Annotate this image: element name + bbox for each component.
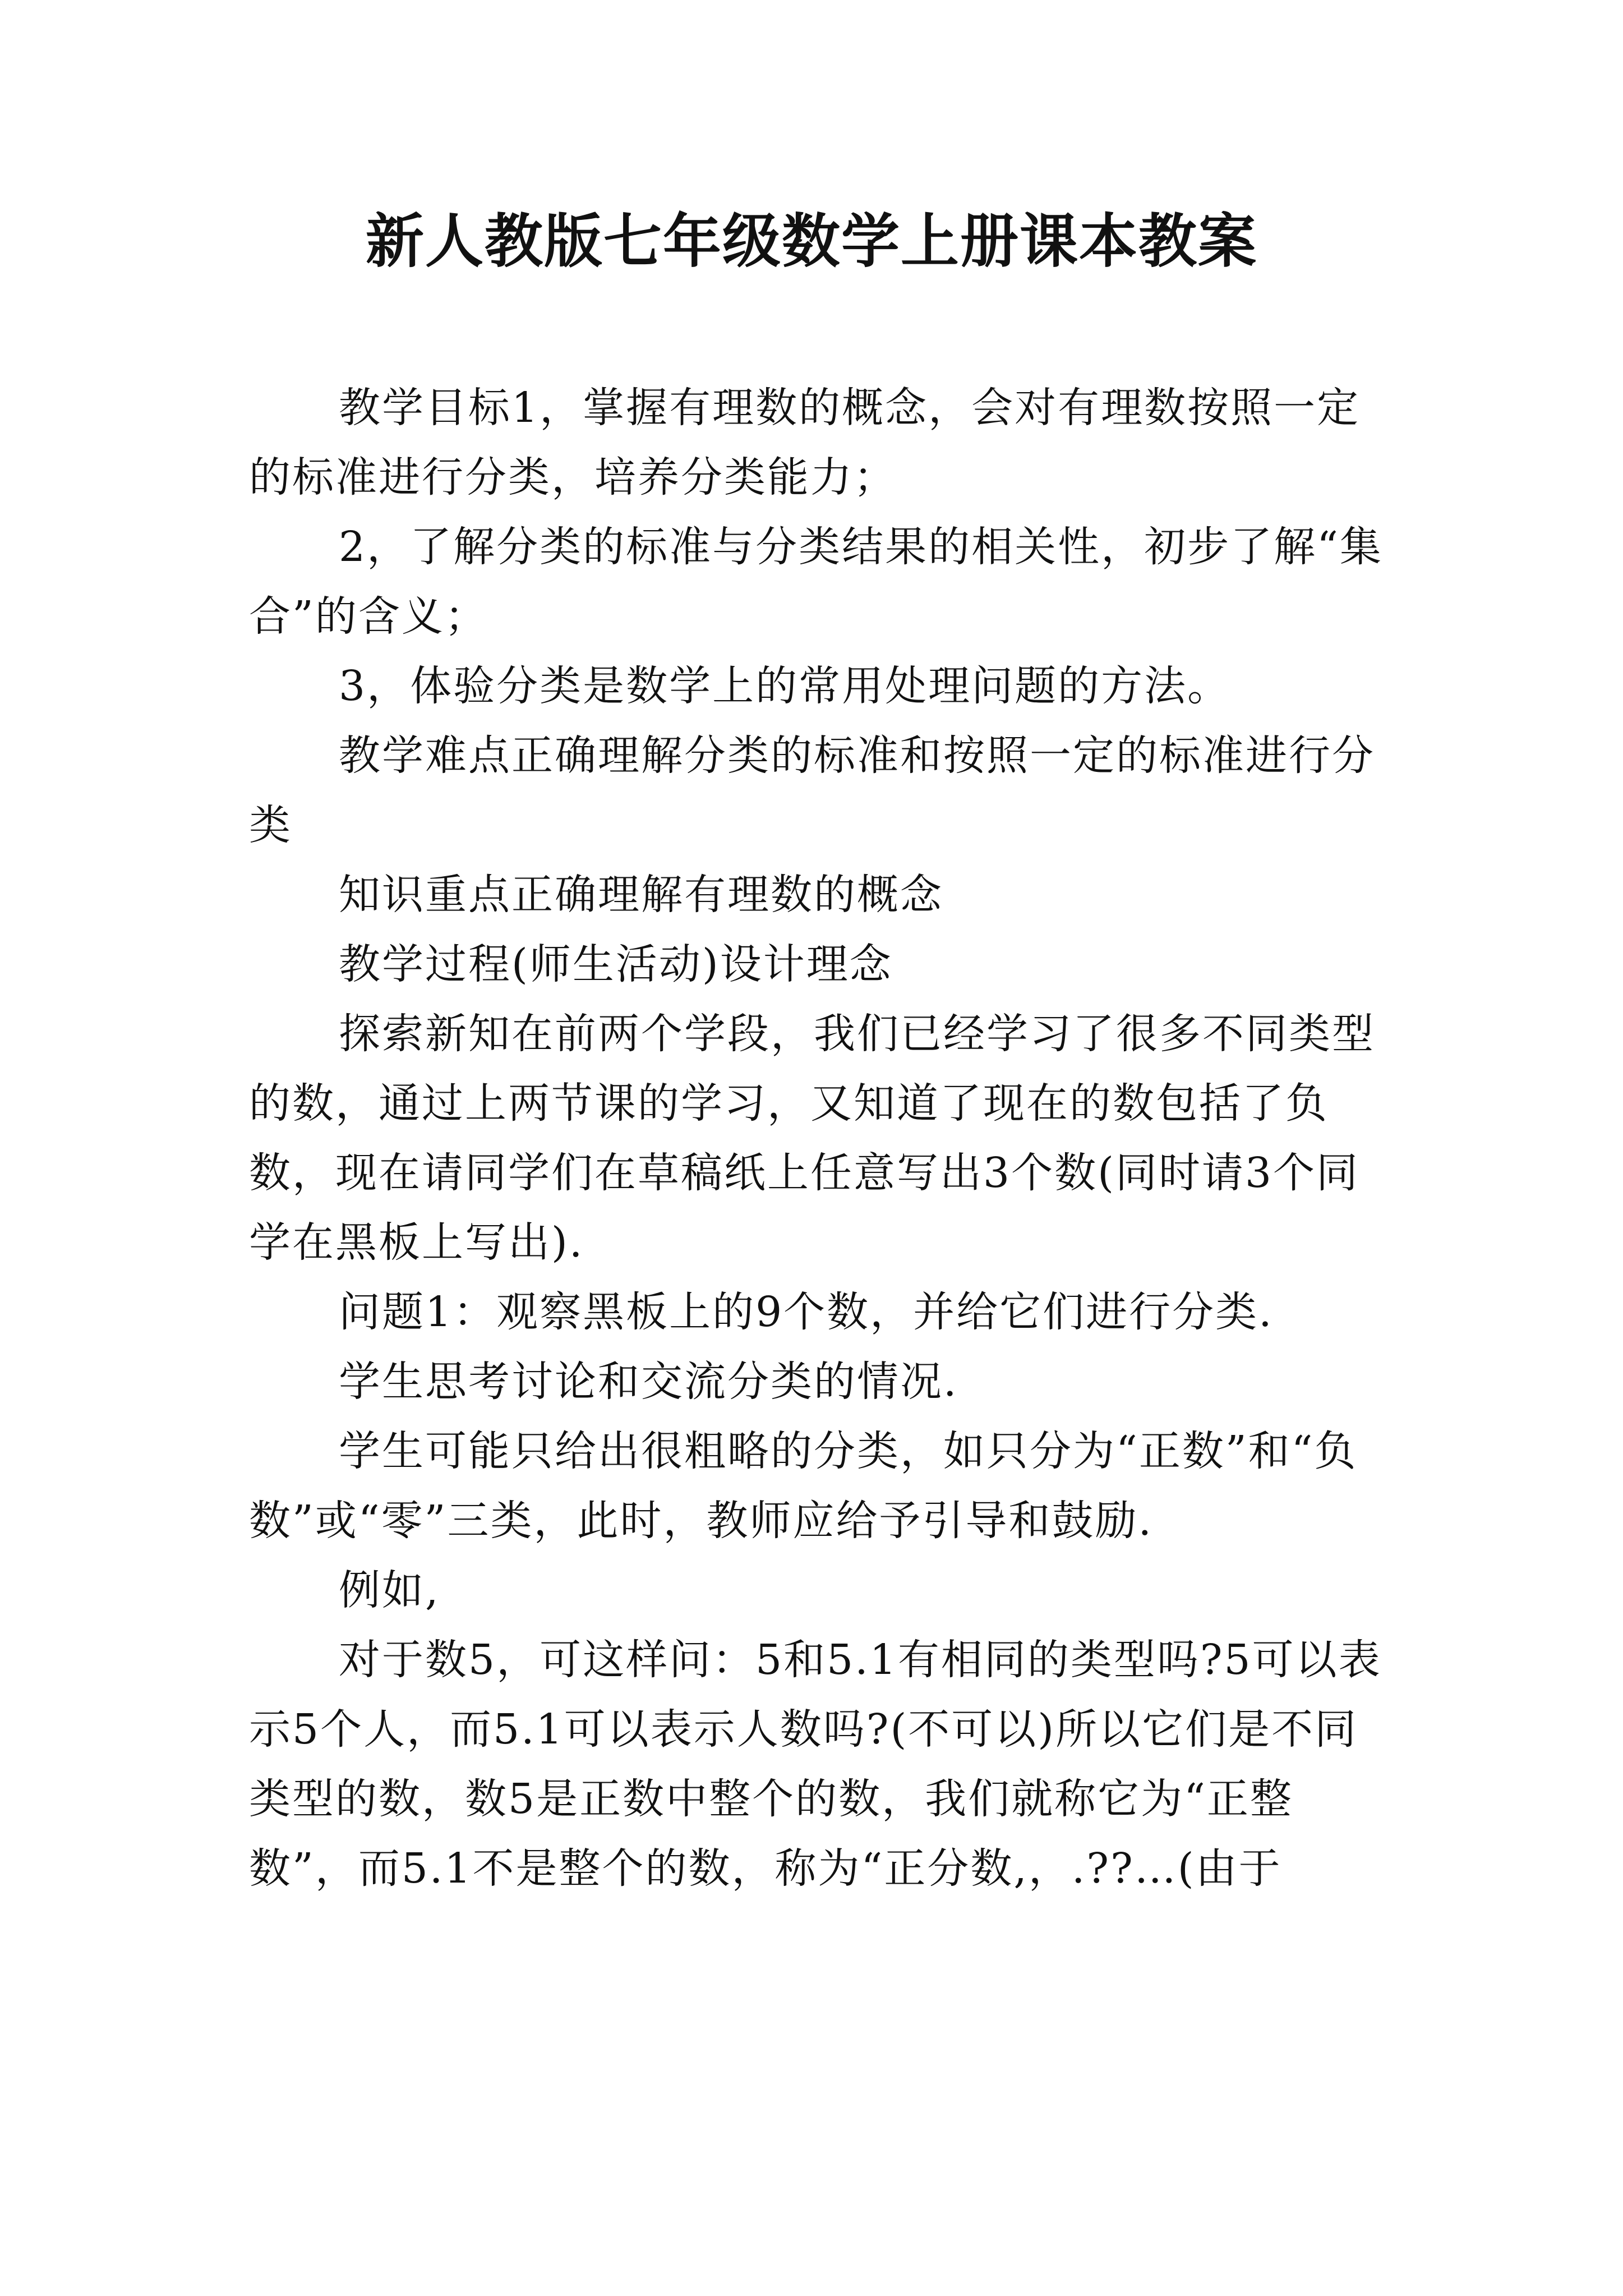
paragraph-teaching-difficulty: 教学难点正确理解分类的标准和按照一定的标准进行分类 (249, 731, 1375, 849)
paragraph-student-discussion: 学生思考讨论和交流分类的情况. (339, 1358, 958, 1406)
paragraph-question-1: 问题1：观察黑板上的9个数，并给它们进行分类. (339, 1288, 1274, 1336)
paragraph-explore-new-knowledge: 探索新知在前两个学段，我们已经学习了很多不同类型的数，通过上两节课的学习，又知道了现在的数包括了负数，现在请同学们在草稿纸上任意写出3个数(同时请3个同学在黑板上写出). (249, 1010, 1375, 1267)
paragraph-teaching-objective-3: 3，体验分类是数学上的常用处理问题的方法。 (339, 662, 1231, 710)
document-body (249, 373, 1387, 1903)
paragraph-teaching-process-heading: 教学过程(师生活动)设计理念 (339, 940, 893, 988)
paragraph-knowledge-focus: 知识重点正确理解有理数的概念 (339, 871, 943, 919)
paragraph-teacher-guidance: 学生可能只给出很粗略的分类，如只分为“正数”和“负数”或“零”三类，此时，教师应给予引导和鼓励. (249, 1427, 1358, 1545)
paragraph-example-number-5: 对于数5，可这样问：5和5.1有相同的类型吗?5可以表示5个人，而5.1可以表示人数吗?(不可以)所以它们是不同类型的数，数5是正数中整个的数，我们就称它为“正整数”，而5.1不是整个的数，称为“正分数,，.??…(由于 (249, 1636, 1382, 1893)
paragraph-example-intro: 例如, (339, 1566, 440, 1614)
paragraph-teaching-objective-1: 教学目标1，掌握有理数的概念，会对有理数按照一定的标准进行分类，培养分类能力； (249, 384, 1361, 501)
paragraph-teaching-objective-2: 2，了解分类的标准与分类结果的相关性，初步了解“集合”的含义； (249, 523, 1383, 641)
document-title: 新人教版七年级数学上册课本教案 (365, 207, 1257, 275)
